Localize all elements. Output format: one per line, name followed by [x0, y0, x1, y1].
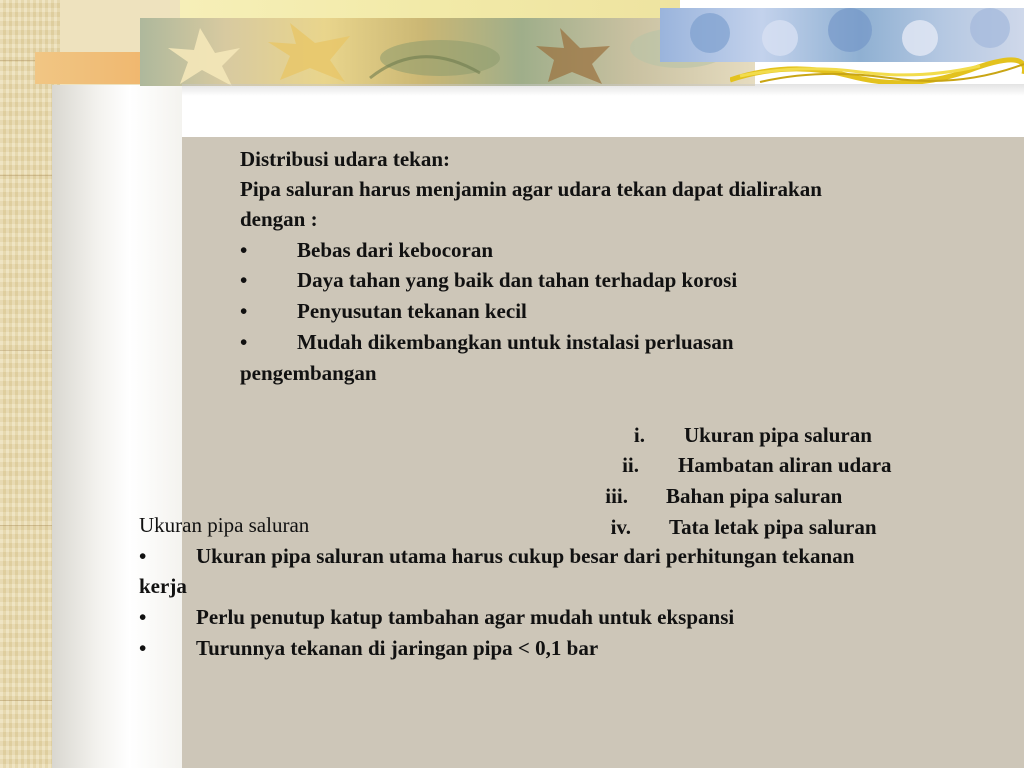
intro-line-2: dengan :: [240, 207, 318, 231]
flower-collage-banner: [660, 8, 1024, 62]
paper-texture-band: [0, 0, 60, 768]
section2-bullet-2: Perlu penutup katup tambahan agar mudah untuk ekspansi: [196, 605, 735, 629]
factor-label-2: Hambatan aliran udara: [678, 453, 892, 477]
bullet-symbol: •: [139, 605, 147, 629]
factor-label-4: Tata letak pipa saluran: [669, 515, 877, 539]
section2-bullet-1: Ukuran pipa saluran utama harus cukup besar dari perhitungan tekanan: [196, 544, 855, 568]
factor-number-2: ii.: [622, 453, 639, 477]
section2-bullet-1-wrap: kerja: [139, 574, 187, 598]
factor-label-3: Bahan pipa saluran: [666, 484, 843, 508]
bullet-symbol: •: [240, 299, 248, 323]
golden-grass-decoration: [730, 56, 1024, 84]
header-shadow: [182, 84, 1024, 96]
factor-number-1: i.: [633, 423, 645, 447]
side-shading-strip: [52, 85, 182, 768]
bullet-symbol: •: [240, 268, 248, 292]
intro-heading: Distribusi udara tekan:: [240, 147, 451, 171]
intro-bullet-3: Penyusutan tekanan kecil: [297, 299, 527, 323]
section2-heading: Ukuran pipa saluran: [139, 513, 310, 537]
section2-bullet-3: Turunnya tekanan di jaringan pipa < 0,1 bar: [196, 636, 599, 660]
intro-bullet-2: Daya tahan yang baik dan tahan terhadap korosi: [297, 268, 738, 292]
bullet-symbol: •: [139, 544, 147, 568]
factor-number-4: iv.: [610, 515, 631, 539]
factor-number-3: iii.: [605, 484, 628, 508]
intro-bullet-4-wrap: pengembangan: [240, 361, 377, 385]
banner-top-strip: [180, 0, 680, 20]
bullet-symbol: •: [139, 636, 147, 660]
bullet-symbol: •: [240, 238, 248, 262]
intro-bullet-4: Mudah dikembangkan untuk instalasi perluasan: [297, 330, 734, 354]
intro-line-1: Pipa saluran harus menjamin agar udara tekan dapat dialirakan: [240, 177, 822, 201]
bullet-symbol: •: [240, 330, 248, 354]
factor-label-1: Ukuran pipa saluran: [684, 423, 872, 447]
intro-bullet-1: Bebas dari kebocoran: [297, 238, 494, 262]
